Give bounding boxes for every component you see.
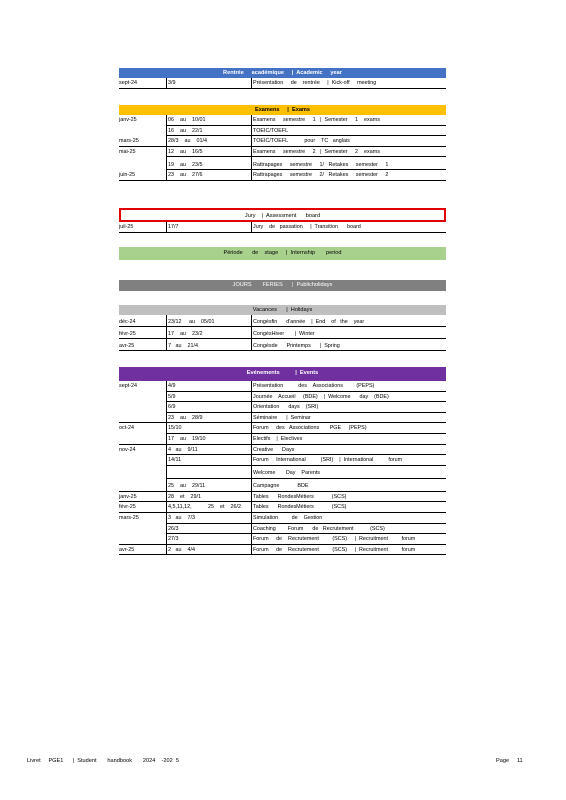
footer-handbook-title: Livret PGE1 | Student handbook 2024 -202 5 bbox=[27, 758, 179, 764]
month-cell: juil-25 bbox=[119, 222, 166, 233]
event-cell: Electifs | Electives bbox=[251, 434, 446, 445]
month-cell bbox=[119, 455, 166, 466]
table-row bbox=[119, 157, 446, 170]
date-cell: 26/3 bbox=[166, 524, 251, 535]
table-row bbox=[119, 513, 446, 524]
date-cell: 3/9 bbox=[166, 78, 251, 89]
table-row bbox=[119, 466, 446, 479]
month-cell: janv-25 bbox=[119, 492, 166, 503]
date-cell: 17 au 19/10 bbox=[166, 434, 251, 445]
event-cell: Examens semestre 2 | Semester 2 exams bbox=[251, 147, 446, 158]
table-row bbox=[119, 445, 446, 456]
date-cell: 25 au 29/11 bbox=[166, 479, 251, 492]
event-cell: Simulation de Gestion bbox=[251, 513, 446, 524]
table-row bbox=[119, 479, 446, 492]
date-cell: 7 au 21/4 bbox=[166, 339, 251, 351]
section-vacances bbox=[119, 305, 446, 351]
event-cell: Coaching Forum de Recrutement (SCS) bbox=[251, 524, 446, 535]
month-cell: avr-25 bbox=[119, 545, 166, 556]
date-cell: 23 au 28/9 bbox=[166, 413, 251, 424]
table-row bbox=[119, 502, 446, 513]
date-cell: 4,5,11,12, 25 et 26/2 bbox=[166, 502, 251, 513]
date-cell bbox=[166, 466, 251, 479]
month-cell: janv-25 bbox=[119, 117, 137, 123]
date-cell: 4 au 9/11 bbox=[166, 445, 251, 456]
event-cell: Forum International (SRI) | International forum bbox=[251, 455, 446, 466]
month-cell bbox=[119, 534, 166, 545]
table-row bbox=[119, 455, 446, 466]
month-cell: mai-25 bbox=[119, 148, 136, 155]
event-cell: TOEIC/TOEFL bbox=[251, 126, 446, 137]
table-row bbox=[119, 423, 446, 434]
table-row bbox=[119, 339, 446, 351]
month-cell bbox=[119, 157, 166, 170]
month-cell: févr-25 bbox=[119, 502, 166, 513]
event-cell: Rattrapages semestre 2/ Retakes semester 2 bbox=[251, 170, 446, 181]
section-jury bbox=[119, 208, 446, 233]
month-cell: déc-24 bbox=[119, 315, 166, 327]
examens-header: Examens | Exams bbox=[119, 105, 446, 115]
event-cell: Forum de Recrutement (SCS) | Recruitment forum bbox=[251, 545, 446, 556]
rentree-header: Rentrée académique | Academic year bbox=[119, 68, 446, 78]
month-cell: sept-24 bbox=[119, 383, 137, 389]
month-cell bbox=[119, 392, 166, 403]
date-cell: 28/3 au 01/4 bbox=[166, 136, 251, 147]
date-cell: 06 au 10/01 bbox=[166, 115, 251, 126]
date-cell: 23 au 27/6 bbox=[166, 170, 251, 181]
table-row bbox=[119, 434, 446, 445]
table-row bbox=[119, 545, 446, 556]
table-row bbox=[119, 136, 446, 147]
date-cell: 6/9 bbox=[166, 402, 251, 413]
date-cell: 27/3 bbox=[166, 534, 251, 545]
month-cell bbox=[119, 479, 166, 492]
month-cell bbox=[119, 524, 166, 535]
section-stage bbox=[119, 247, 446, 260]
table-row bbox=[119, 381, 446, 392]
table-row bbox=[119, 534, 446, 545]
date-cell: 3 au 7/3 bbox=[166, 513, 251, 524]
event-cell: Congésde Printemps | Spring bbox=[251, 339, 446, 351]
section-examens bbox=[119, 105, 446, 181]
date-cell: 2 au 4/4 bbox=[166, 545, 251, 556]
event-cell: Rattrapages semestre 1/ Retakes semester 1 bbox=[251, 157, 446, 170]
event-cell: Welcome Day Parents bbox=[251, 466, 446, 479]
evenements-header: Evénements | Events bbox=[119, 367, 446, 381]
date-cell: 23/12 au 05/01 bbox=[166, 315, 251, 327]
month-cell: sept-24 bbox=[119, 78, 166, 89]
date-cell: 15/10 bbox=[166, 423, 251, 434]
table-row bbox=[119, 392, 446, 403]
event-cell: Jury de passation | Transition board bbox=[251, 222, 446, 233]
vacances-header: Vacances | Holidays bbox=[119, 305, 446, 315]
event-cell: Présentation de rentrée | Kick-off meeting bbox=[251, 78, 446, 89]
event-cell: Orientation days (SRI) bbox=[251, 402, 446, 413]
date-cell: 16 au 22/1 bbox=[166, 126, 251, 137]
table-row bbox=[119, 126, 446, 137]
event-cell: Journée Accueil (BDE) | Welcome day (BDE) bbox=[251, 392, 446, 403]
event-cell: Forum des Associations PGE (PEPS) bbox=[251, 423, 446, 434]
table-row bbox=[119, 402, 446, 413]
event-cell: CongésHiver | Winter bbox=[251, 327, 446, 339]
event-cell: Forum de Recrutement (SCS) | Recruitment forum bbox=[251, 534, 446, 545]
table-row bbox=[119, 413, 446, 424]
month-cell: juin-25 bbox=[119, 170, 166, 181]
month-cell bbox=[119, 434, 166, 445]
event-cell: Congésfin d'année | End of the year bbox=[251, 315, 446, 327]
event-cell: Présentation des Associations (PEPS) bbox=[251, 381, 446, 392]
table-row bbox=[119, 115, 446, 126]
table-row bbox=[119, 78, 446, 89]
event-cell: TOEIC/TOEFL pour TC anglais bbox=[251, 136, 446, 147]
month-cell: mars-25 bbox=[119, 514, 139, 521]
month-cell: avr-25 bbox=[119, 339, 166, 351]
table-row bbox=[119, 327, 446, 339]
month-cell: oct-24 bbox=[119, 425, 134, 432]
month-cell bbox=[119, 466, 166, 479]
month-cell bbox=[119, 402, 166, 413]
event-cell: Creative Days bbox=[251, 445, 446, 456]
month-cell: nov-24 bbox=[119, 446, 136, 453]
date-cell: 5/9 bbox=[166, 392, 251, 403]
month-cell bbox=[119, 413, 166, 424]
table-row bbox=[119, 492, 446, 503]
event-cell: Campagne BDE bbox=[251, 479, 446, 492]
month-cell: mars-25 bbox=[119, 136, 166, 147]
section-feries bbox=[119, 280, 446, 291]
footer-page-number: Page 11 bbox=[496, 758, 523, 764]
event-cell: Tables RondesMétiers (SCS) bbox=[251, 502, 446, 513]
event-cell: Tables RondesMétiers (SCS) bbox=[251, 492, 446, 503]
stage-header: Période de stage | Internship period bbox=[119, 247, 446, 260]
date-cell: 17 au 23/2 bbox=[166, 327, 251, 339]
event-cell: Examens semestre 1 | Semester 1 exams bbox=[251, 115, 446, 126]
date-cell: 14/11 bbox=[166, 455, 251, 466]
table-row bbox=[119, 222, 446, 233]
date-cell: 28 et 29/1 bbox=[166, 492, 251, 503]
month-cell bbox=[119, 126, 166, 137]
date-cell: 4/9 bbox=[166, 381, 251, 392]
section-rentree bbox=[119, 68, 446, 89]
date-cell: 17/7 bbox=[166, 222, 251, 233]
jury-header: Jury | Assessment board bbox=[119, 208, 446, 222]
date-cell: 12 au 16/5 bbox=[166, 147, 251, 158]
month-cell: févr-25 bbox=[119, 327, 166, 339]
date-cell: 19 au 23/5 bbox=[166, 157, 251, 170]
table-row bbox=[119, 170, 446, 181]
feries-header: JOURS FERIES | Publicholidays bbox=[119, 280, 446, 291]
table-row bbox=[119, 315, 446, 327]
table-row bbox=[119, 524, 446, 535]
event-cell: Séminaire | Seminar bbox=[251, 413, 446, 424]
events-table bbox=[119, 381, 446, 555]
table-row bbox=[119, 147, 446, 158]
section-evenements bbox=[119, 367, 446, 555]
